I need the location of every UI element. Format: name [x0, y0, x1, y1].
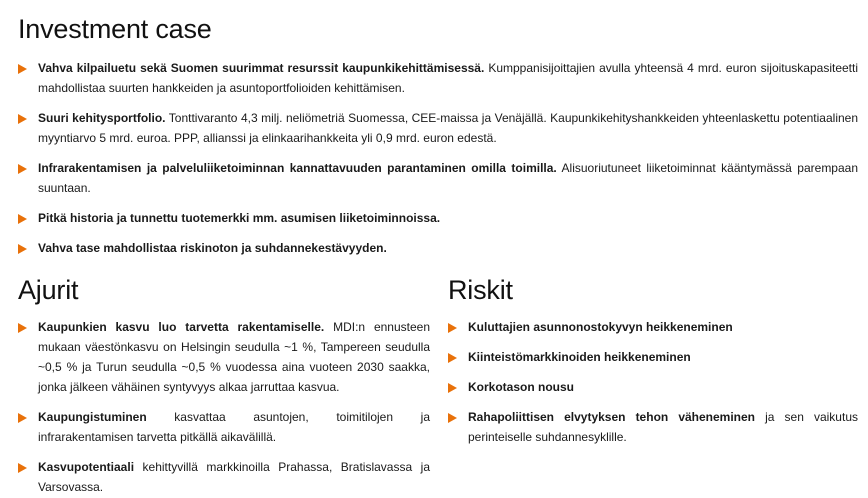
risks-list: [448, 317, 858, 447]
arrow-bullet-icon: [18, 413, 27, 423]
arrow-bullet-icon: [448, 383, 457, 393]
item-bold-text: Vahva tase mahdollistaa riskinoton ja suhdannekestävyyden.: [38, 241, 387, 255]
item-text: Kumppanisijoittajien avulla yhteensä 4 mrd. euron sijoituskapasiteetti mahdollistaa suurten hankkeiden ja asuntoportfolioiden kehittämisen.: [38, 61, 858, 95]
item-bold-text: Pitkä historia ja tunnettu tuotemerkki mm. asumisen liiketoiminnoissa.: [38, 211, 441, 225]
list-item: [18, 238, 858, 258]
arrow-bullet-icon: [18, 64, 27, 74]
arrow-bullet-icon: [18, 244, 27, 254]
list-item: [18, 158, 858, 198]
investment-list: [18, 58, 858, 258]
list-item: [448, 317, 858, 337]
item-bold-text: Suuri kehitysportfolio.: [38, 111, 166, 125]
list-item: [18, 317, 430, 397]
item-bold-text: Kaupunkien kasvu luo tarvetta rakentamiselle.: [38, 320, 325, 334]
item-text: MDI:n ennusteen mukaan väestönkasvu on Helsingin seudulla ~1 %, Tampereen seudulla ~0,5 % ja Turun seudulla ~0,5 % vuodessa aina vuoteen 2030 saakka, jonka jälkeen vähäinen syntyvyys alkaa jarruttaa kasvua.: [38, 320, 430, 394]
item-bold-text: Rahapoliittisen elvytyksen tehon väheneminen: [468, 410, 756, 424]
item-bold-text: Korkotason nousu: [468, 380, 575, 394]
item-text: Tonttivaranto 4,3 milj. neliömetriä Suomessa, CEE-maissa ja Venäjällä. Kaupunkikehityshankkeiden yhteenlaskettu potentiaalinen myyntiarvo 5 mrd. euroa. PPP, allianssi ja elinkaarihankkeita yli 0,9 mrd. euron edestä.: [38, 111, 859, 145]
item-bold-text: Kuluttajien asunnonostokyvyn heikkeneminen: [468, 320, 733, 334]
arrow-bullet-icon: [448, 323, 457, 333]
item-text: Alisuoriutuneet liiketoiminnat kääntymässä parempaan suuntaan.: [38, 161, 859, 195]
list-item: [18, 407, 430, 447]
item-bold-text: Vahva kilpailuetu sekä Suomen suurimmat resurssit kaupunkikehittämisessä.: [38, 61, 485, 75]
list-item: [18, 58, 858, 98]
list-item: [448, 377, 858, 397]
investment-case-title: Investment case: [18, 14, 212, 44]
list-item: [448, 407, 858, 447]
list-item: [18, 208, 858, 228]
item-bold-text: Kaupungistuminen: [38, 410, 147, 424]
arrow-bullet-icon: [18, 463, 27, 473]
arrow-bullet-icon: [18, 323, 27, 333]
arrow-bullet-icon: [448, 413, 457, 423]
item-bold-text: Kasvupotentiaali: [38, 460, 135, 474]
list-item: [18, 108, 858, 148]
arrow-bullet-icon: [448, 353, 457, 363]
item-text: ja sen vaikutus perinteiselle suhdannesyklille.: [468, 410, 858, 444]
item-bold-text: Infrarakentamisen ja palveluliiketoiminnan kannattavuuden parantaminen omilla toimilla.: [38, 161, 557, 175]
item-text: kasvattaa asuntojen, toimitilojen ja infrarakentamisen tarvetta pitkällä aikavälillä.: [38, 410, 430, 444]
drivers-title: Ajurit: [18, 275, 79, 305]
item-bold-text: Kiinteistömarkkinoiden heikkeneminen: [468, 350, 691, 364]
list-item: [18, 457, 430, 497]
item-text: kehittyvillä markkinoilla Prahassa, Bratislavassa ja Varsovassa.: [38, 460, 430, 494]
arrow-bullet-icon: [18, 164, 27, 174]
arrow-bullet-icon: [18, 114, 27, 124]
drivers-list: [18, 317, 430, 497]
arrow-bullet-icon: [18, 214, 27, 224]
list-item: [448, 347, 858, 367]
risks-title: Riskit: [448, 275, 513, 305]
